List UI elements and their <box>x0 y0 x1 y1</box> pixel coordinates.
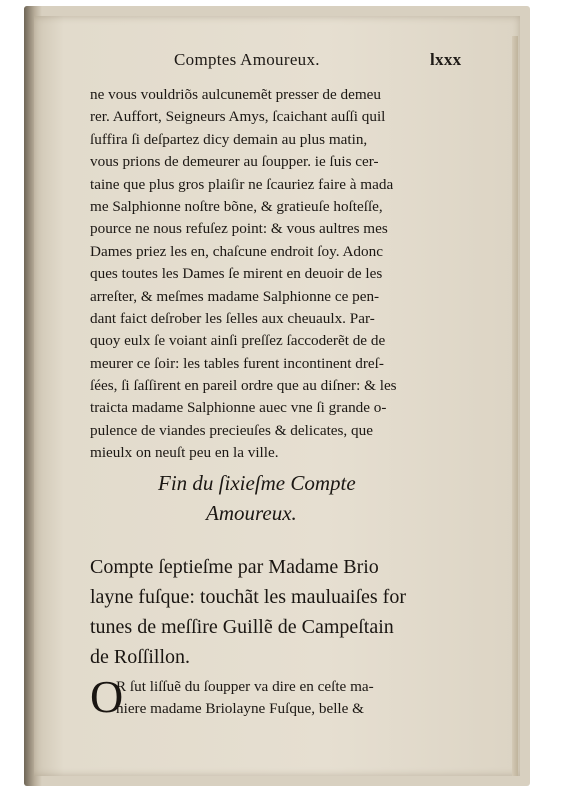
text-line: taine que plus gros plaiſir ne ſcauriez faire à mada <box>90 175 394 193</box>
text-line: pulence de viandes precieuſes & delicates, que <box>90 421 373 439</box>
text-line: niere madame Briolayne Fuſque, belle & <box>116 700 364 717</box>
opening-paragraph <box>90 671 480 722</box>
text-line: ſuffira ſi deſpartez dicy demain au plus matin, <box>90 130 368 148</box>
text-line: quoy eulx ſe voiant ainſi preſſez ſaccoderẽt de de <box>90 332 386 350</box>
text-line: vous prions de demeurer au ſoupper. ie ſuis cer- <box>90 153 379 171</box>
text-line: mieulx on neuſt peu en la ville. <box>90 444 279 462</box>
heading-line: tunes de meſſire Guillẽ de Campeſtain <box>90 616 394 638</box>
page <box>34 16 520 776</box>
text-line: me Salphionne noſtre bõne, & gratieuſe hoſteſſe, <box>90 197 383 215</box>
body-text <box>90 84 470 465</box>
text-line: arreſter, & meſmes madame Salphionne ce pen- <box>90 287 380 305</box>
text-line: rer. Auffort, Seigneurs Amys, ſcaichant auſſi quil <box>90 108 386 126</box>
text-line: R ſut liſſuẽ du ſoupper va dire en ceſte ma- <box>116 678 374 695</box>
text-line: pource ne nous refuſez point: & vous aultres mes <box>90 220 388 238</box>
heading-line: layne fuſque: touchãt les mauluaiſes for <box>90 586 407 608</box>
page-edge <box>512 36 518 776</box>
heading-line: de Roſſillon. <box>90 646 190 668</box>
colophon-line-2: Amoureux. <box>206 501 297 525</box>
text-line: meurer ce ſoir: les tables furent incontinent dreſ- <box>90 354 384 372</box>
text-line: ne vous vouldriõs aulcunemẽt presser de demeu <box>90 86 382 103</box>
heading-line: Compte ſeptieſme par Madame Brio <box>90 556 379 578</box>
colophon <box>158 468 458 528</box>
drop-cap: O <box>90 671 124 722</box>
chapter-heading <box>90 552 480 672</box>
text-line: traicta madame Salphionne auec vne ſi grande o- <box>90 399 387 417</box>
book <box>24 6 530 786</box>
folio-number: lxxx <box>430 50 462 69</box>
text-line: ſées, ſi ſaſſirent en pareil ordre que au diſner: & les <box>90 377 397 395</box>
text-line: Dames priez les en, chaſcune endroit ſoy. Adonc <box>90 242 383 260</box>
colophon-line-1: Fin du ſixieſme Compte <box>158 471 356 495</box>
text-line: dant faict deſrober les ſelles aux cheuaulx. Par- <box>90 309 375 327</box>
text-line: ques toutes les Dames ſe mirent en deuoir de les <box>90 265 383 283</box>
running-title: Comptes Amoureux. <box>174 50 320 69</box>
